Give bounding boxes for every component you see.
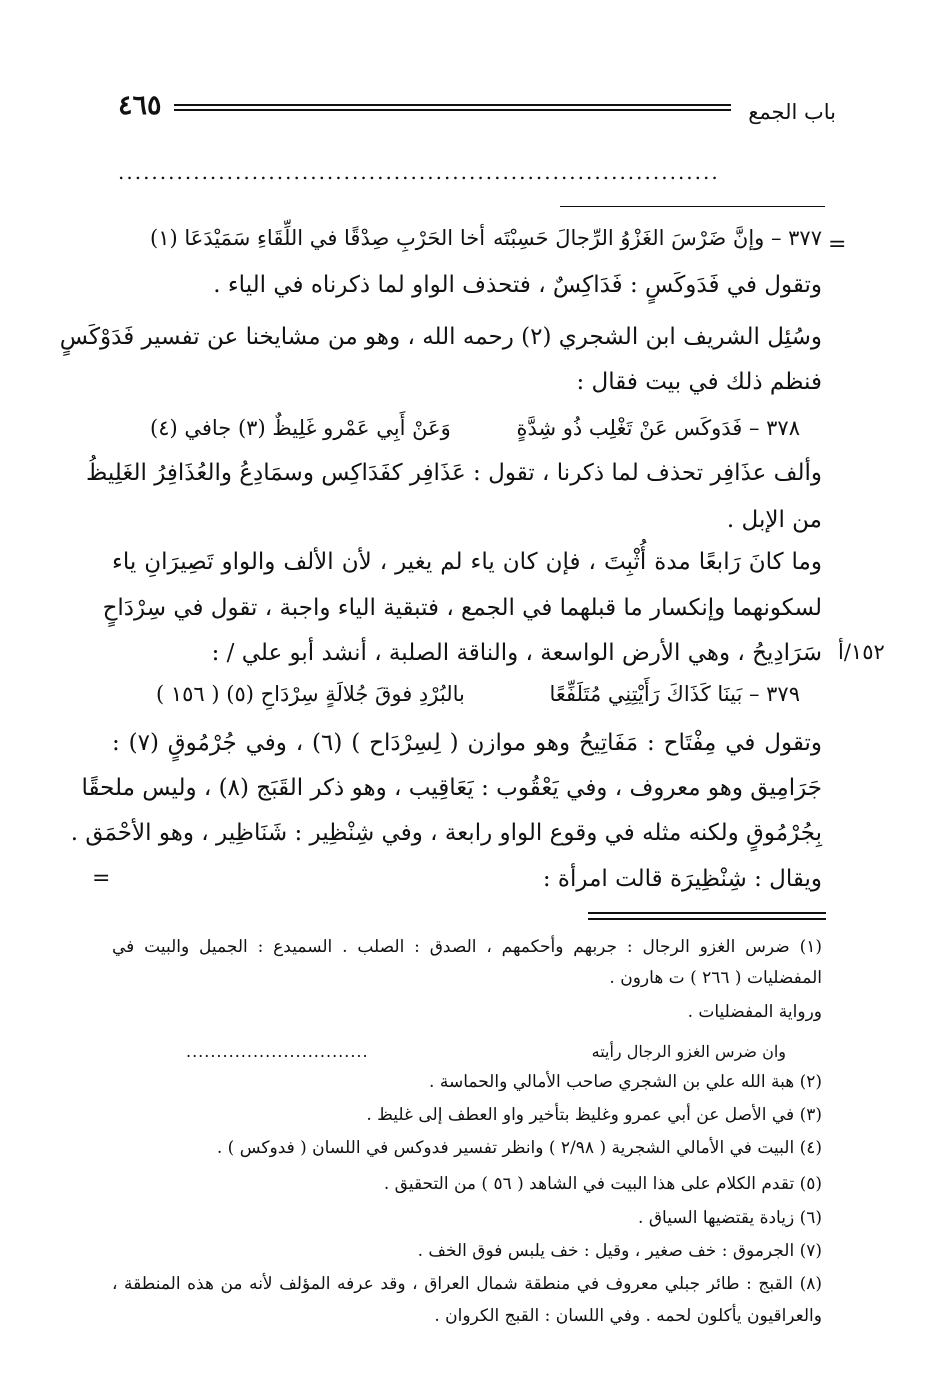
header-dotted-line: ........................................................................ <box>118 162 720 182</box>
footnote-1-verse: وان ضرس الغزو الرجال رأيته <box>591 1042 786 1061</box>
running-title: باب الجمع <box>748 100 836 124</box>
paragraph-line: سَرَادِيحُ ، وهي الأرض الواسعة ، والناقة الصلبة ، أنشد أبو علي / : <box>211 640 822 666</box>
footnote-8: (٨) القبج : طائر جبلي معروف في منطقة شمال العراق ، وقد عرفه المؤلف لأنه من هذه المنطقة ، <box>112 1274 822 1294</box>
verse-first-hemistich: ٣٧٧ – وإنَّ ضَرْسَ الغَزْوُ الرِّجالَ حَسِبْتَه <box>492 226 822 250</box>
manuscript-folio-ref: ١٥٢/أ <box>838 640 885 664</box>
verse-second-hemistich: وَعَنْ أَبِي عَمْرو غَلِيظٌ (٣) جافي (٤) <box>150 416 451 440</box>
footnote-separator-2 <box>588 918 826 920</box>
continuation-rule <box>560 206 825 207</box>
verse-378 <box>150 416 822 448</box>
footnote-3: (٣) في الأصل عن أبي عمرو وغليظ بتأخير واو العطف إلى غليظ . <box>366 1105 822 1125</box>
footnote-7: (٧) الجرموق : خف صغير ، وقيل : خف يلبس فوق الخف . <box>417 1241 822 1261</box>
paragraph-line: وتقول في فَدَوكَسٍ : فَدَاكِسٌ ، فتحذف الواو لما ذكرناه في الياء . <box>213 272 822 298</box>
paragraph-line: وألف عذَافِر تحذف لما ذكرنا ، تقول : عَذَافِر كفَدَاكِس وسمَادِعُ والعُذَافِرُ الغَلِيظُ <box>86 460 822 486</box>
verse-second-hemistich: بالبُرْدِ فوقَ جُلالَةٍ سِرْدَاحِ (٥) ( ١٥٦ ) <box>156 682 465 706</box>
header-rule-bottom <box>174 109 731 111</box>
footnote-1-cont: ورواية المفضليات . <box>687 1002 822 1022</box>
footnote-5: (٥) تقدم الكلام على هذا البيت في الشاهد ( ٥٦ ) من التحقيق . <box>383 1174 822 1194</box>
page-number: ٤٦٥ <box>118 90 162 121</box>
verse-first-hemistich: ٣٧٨ – فَدَوكَس عَنْ تَغْلِب ذُو شِدَّةٍ <box>516 416 800 440</box>
footnote-2: (٢) هبة الله علي بن الشجري صاحب الأمالي والحماسة . <box>429 1072 822 1092</box>
footnote-1: (١) ضرس الغزو الرجال : جربهم وأحكمهم ، الصدق : الصلب . السميدع : الجميل والبيت في <box>112 937 822 957</box>
paragraph-line: بِجُرْمُوقٍ ولكنه مثله في وقوع الواو رابعة ، وفي شِنْظِير : شَنَاظِير ، وهو الأحْمَق . <box>70 820 822 846</box>
paragraph-line: جَرَامِيق وهو معروف ، وفي يَعْقُوب : يَعَاقِيب ، وهو ذكر القَبَج (٨) ، وليس ملحقًا <box>81 775 822 801</box>
margin-equals-mark: = <box>828 232 847 257</box>
page-header <box>110 90 836 130</box>
footnote-separator <box>588 912 826 914</box>
verse-377 <box>150 226 822 258</box>
footnote-4: (٤) البيت في الأمالي الشجرية ( ٢/٩٨ ) وانظر تفسير فدوكس في اللسان ( فدوكس ) . <box>216 1138 822 1158</box>
verse-first-hemistich: ٣٧٩ – بَينَا كَذَاكَ رَأَيْتِنِي مُتَلَفِّعًا <box>549 682 800 706</box>
footnote-1-cont: المفضليات ( ٢٦٦ ) ت هارون . <box>609 968 822 988</box>
paragraph-line: فنظم ذلك في بيت فقال : <box>576 369 822 395</box>
paragraph-line: وسُئِل الشريف ابن الشجري (٢) رحمه الله ، وهو من مشايخنا عن تفسير فَدَوْكَسٍ <box>59 324 822 350</box>
paragraph-line: وتقول في مِفْتَاح : مَفَاتِيحُ وهو موازن ( لِسِرْدَاح ) (٦) ، وفي جُرْمُوقٍ (٧) : <box>112 730 822 756</box>
paragraph-line: وما كانَ رَابعًا مدة أُثْبِتَ ، فإن كان ياء لم يغير ، لأن الألف والواو تَصِيرَانِ ياء <box>112 549 822 575</box>
footnote-6: (٦) زيادة يقتضيها السياق . <box>638 1208 822 1228</box>
verse-second-hemistich: أخا الحَرْبِ صِدْقًا في اللِّقَاءِ سَمَيْدَعَا (١) <box>150 226 486 250</box>
paragraph-line: من الإبل . <box>726 507 822 533</box>
footnote-8-cont: والعراقيون يأكلون لحمه . وفي اللسان : القبج الكروان . <box>434 1306 822 1326</box>
margin-equals-mark-bottom: = <box>92 866 111 891</box>
paragraph-line: ويقال : شِنْظِيرَة قالت امرأة : <box>542 866 822 892</box>
footnote-1-dots: .............................. <box>186 1042 369 1061</box>
paragraph-line: لسكونهما وإنكسار ما قبلهما في الجمع ، فتبقية الياء واجبة ، تقول في سِرْدَاحٍ <box>102 595 822 621</box>
header-rule-top <box>174 104 731 106</box>
verse-379 <box>150 682 822 714</box>
